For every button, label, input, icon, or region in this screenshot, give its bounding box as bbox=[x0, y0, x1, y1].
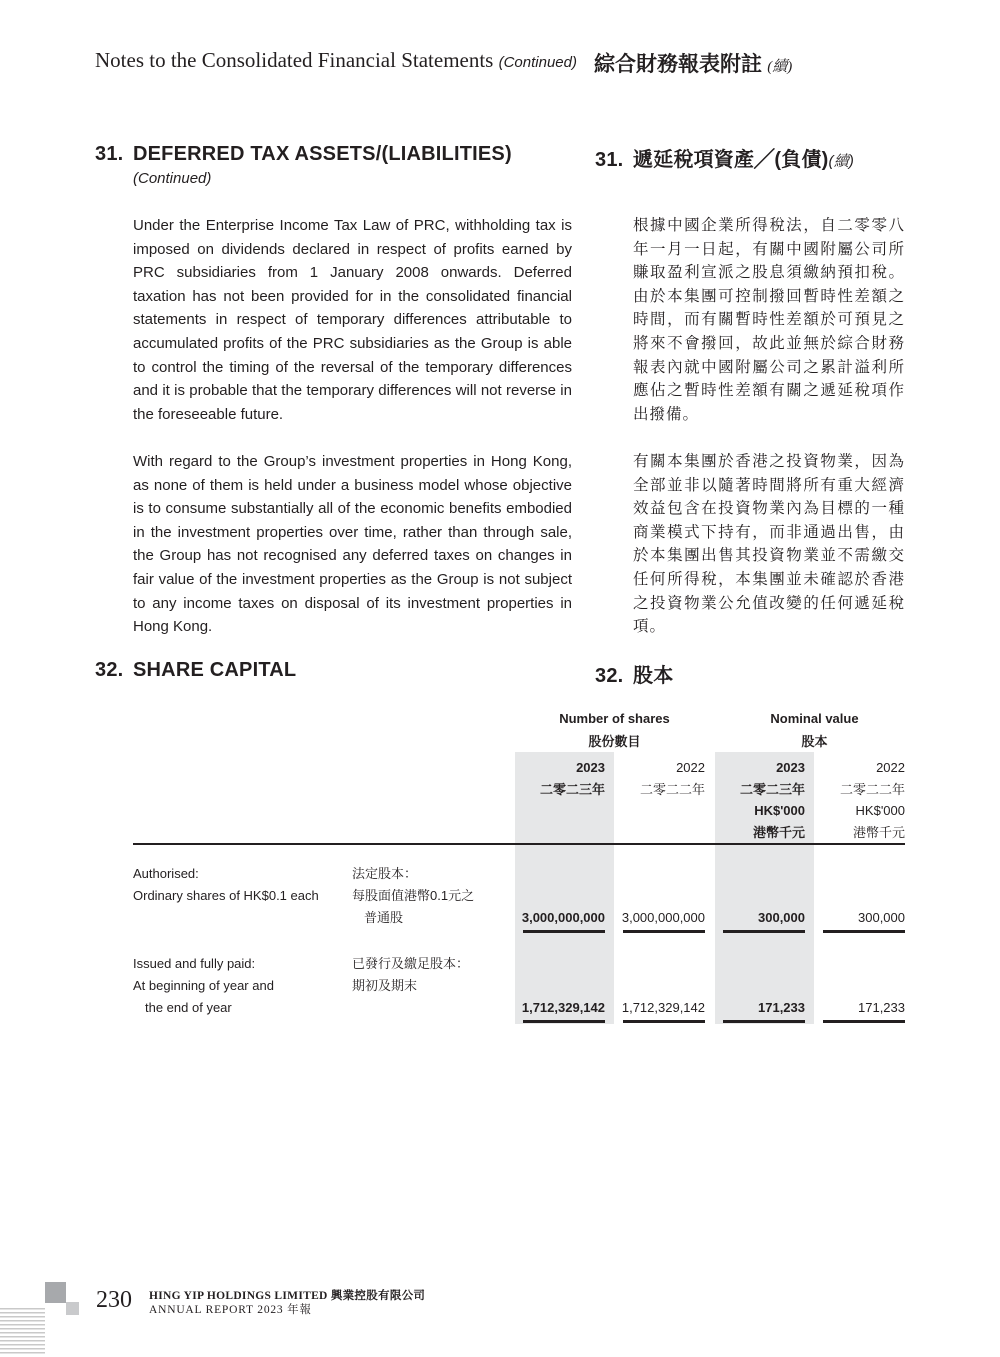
footer-report-title: ANNUAL REPORT 2023 年報 bbox=[149, 1304, 312, 1316]
group-header-nominal-en: Nominal value bbox=[770, 711, 859, 726]
column-header-nominal-2022 bbox=[815, 757, 905, 843]
group-header-shares-zh: 股份數目 bbox=[588, 734, 641, 749]
authorised-nominal-2023: 300,000 bbox=[758, 910, 805, 925]
column-year-zh: 二零二三年 bbox=[539, 781, 605, 797]
section-32-number-zh: 32. bbox=[595, 665, 624, 687]
section-31-paragraph-1-en: Under the Enterprise Income Tax Law of PRC, withholding tax is imposed on dividends declared in respect of profits earned by PRC subsidiaries from 1 January 2008 onwards. Deferred taxation has not been provided for in the consolidated financial statements in respect of temporary differences attributable to accumulated profits of the PRC subsidiaries as the Group is able to control the timing of the reversal of the temporary differences and it is probable that the temporary differences will not reverse in the foreseeable future. bbox=[133, 217, 572, 423]
authorised-underline bbox=[823, 930, 905, 933]
section-32-title-zh bbox=[595, 659, 673, 688]
issued-label-zh bbox=[352, 953, 469, 997]
footer-decoration-graphic bbox=[0, 1280, 90, 1357]
issued-label-en bbox=[133, 953, 274, 1019]
authorised-heading-en: Authorised: bbox=[133, 866, 199, 881]
column-header-shares-2023 bbox=[515, 757, 605, 800]
column-year: 2023 bbox=[776, 760, 805, 775]
header-continued-en: (Continued) bbox=[498, 54, 577, 71]
column-year-zh: 二零二三年 bbox=[739, 781, 805, 797]
running-header-en bbox=[95, 48, 577, 73]
section-31-heading-en: DEFERRED TAX ASSETS/(LIABILITIES) bbox=[133, 143, 512, 165]
section-31-paragraph-1-zh: 根據中國企業所得稅法，自二零零八年一月一日起，有關中國附屬公司所賺取盈利宣派之股息須繳納預扣稅。由於本集團可控制撥回暫時性差額之時間，而有關暫時性差額於可預見之將來不會撥回，故此並無於綜合財務報表內就中國附屬公司之累計溢利所應佔之暫時性差額有關之遞延稅項作出撥備。 bbox=[633, 217, 905, 423]
column-header-nominal-2023 bbox=[715, 757, 805, 843]
issued-heading-zh: 已發行及繳足股本： bbox=[352, 956, 470, 971]
section-31-title-en bbox=[95, 143, 512, 166]
section-31-continued-zh: (續) bbox=[828, 153, 855, 170]
issued-heading-en: Issued and fully paid: bbox=[133, 956, 256, 971]
footer-company-name: HING YIP HOLDINGS LIMITED 興業控股有限公司 bbox=[149, 1290, 426, 1302]
section-31-continued-en: (Continued) bbox=[133, 170, 212, 187]
page-number: 230 bbox=[96, 1287, 132, 1313]
header-title-zh: 綜合財務報表附註 bbox=[594, 52, 762, 76]
authorised-label-en bbox=[133, 863, 319, 907]
authorised-heading-zh: 法定股本： bbox=[352, 866, 418, 881]
running-header-zh bbox=[594, 48, 792, 78]
group-header-nominal bbox=[715, 711, 914, 750]
column-header-shares-2022 bbox=[615, 757, 705, 800]
issued-description-en-1: At beginning of year and bbox=[133, 978, 274, 993]
section-31-number-zh: 31. bbox=[595, 149, 624, 171]
issued-nominal-2022: 171,233 bbox=[858, 1000, 905, 1015]
authorised-description-zh-2: 普通股 bbox=[364, 910, 404, 925]
column-unit-zh: 港幣千元 bbox=[752, 824, 805, 840]
authorised-underline bbox=[523, 930, 605, 933]
authorised-description-zh-1: 每股面值港幣0.1元之 bbox=[352, 888, 475, 903]
section-31-heading-zh: 遞延稅項資產╱(負債) bbox=[633, 149, 829, 171]
issued-underline bbox=[523, 1020, 605, 1023]
header-continued-zh: (續) bbox=[767, 59, 793, 75]
authorised-nominal-2022: 300,000 bbox=[858, 910, 905, 925]
issued-description-zh: 期初及期末 bbox=[352, 978, 418, 993]
issued-underline bbox=[823, 1020, 905, 1023]
issued-underline bbox=[723, 1020, 805, 1023]
group-header-shares bbox=[515, 711, 714, 750]
authorised-underline bbox=[723, 930, 805, 933]
authorised-underline bbox=[623, 930, 705, 933]
column-year-zh: 二零二二年 bbox=[839, 781, 905, 797]
issued-description-en-2: the end of year bbox=[145, 1000, 232, 1015]
section-31-title-zh bbox=[595, 143, 854, 172]
column-year: 2022 bbox=[876, 760, 905, 775]
group-header-shares-en: Number of shares bbox=[559, 711, 670, 726]
issued-shares-2023: 1,712,329,142 bbox=[521, 1000, 605, 1015]
section-31-paragraph-2-zh: 有關本集團於香港之投資物業，因為全部並非以隨著時間將所有重大經濟效益包含在投資物業內為目標的一種商業模式下持有，而非通過出售，由於本集團出售其投資物業並不需繳交任何所得稅，本集團並未確認於香港之投資物業公允值改變的任何遞延稅項。 bbox=[633, 453, 905, 636]
column-unit: HK$'000 bbox=[754, 803, 805, 818]
section-32-title-en bbox=[95, 659, 296, 682]
group-header-nominal-zh: 股本 bbox=[801, 734, 828, 749]
section-32-number: 32. bbox=[95, 659, 124, 681]
column-unit: HK$'000 bbox=[855, 803, 905, 818]
section-31-paragraph-2-en: With regard to the Group’s investment properties in Hong Kong, as none of them is held under a business model whose objective is to consume substantially all of the economic benefits embodied in the investment properties over time, rather than through sale, the Group has not recognised any deferred taxes on changes in fair value of the investment properties as the Group is not subject to any income taxes on disposal of its investment properties in Hong Kong. bbox=[133, 453, 572, 636]
issued-nominal-2023: 171,233 bbox=[758, 1000, 805, 1015]
table-header-rule bbox=[133, 843, 905, 845]
section-31-number: 31. bbox=[95, 143, 124, 165]
column-year: 2022 bbox=[676, 760, 705, 775]
issued-shares-2022: 1,712,329,142 bbox=[621, 1000, 705, 1015]
authorised-label-zh bbox=[352, 863, 474, 929]
column-year: 2023 bbox=[576, 760, 605, 775]
section-32-heading-zh: 股本 bbox=[633, 665, 674, 687]
column-year-zh: 二零二二年 bbox=[639, 781, 705, 797]
authorised-description-en: Ordinary shares of HK$0.1 each bbox=[133, 888, 319, 903]
authorised-shares-2023: 3,000,000,000 bbox=[521, 910, 605, 925]
authorised-shares-2022: 3,000,000,000 bbox=[621, 910, 705, 925]
column-unit-zh: 港幣千元 bbox=[852, 824, 905, 840]
section-32-heading-en: SHARE CAPITAL bbox=[133, 659, 297, 681]
header-title-en: Notes to the Consolidated Financial Statements bbox=[95, 48, 494, 72]
issued-underline bbox=[623, 1020, 705, 1023]
